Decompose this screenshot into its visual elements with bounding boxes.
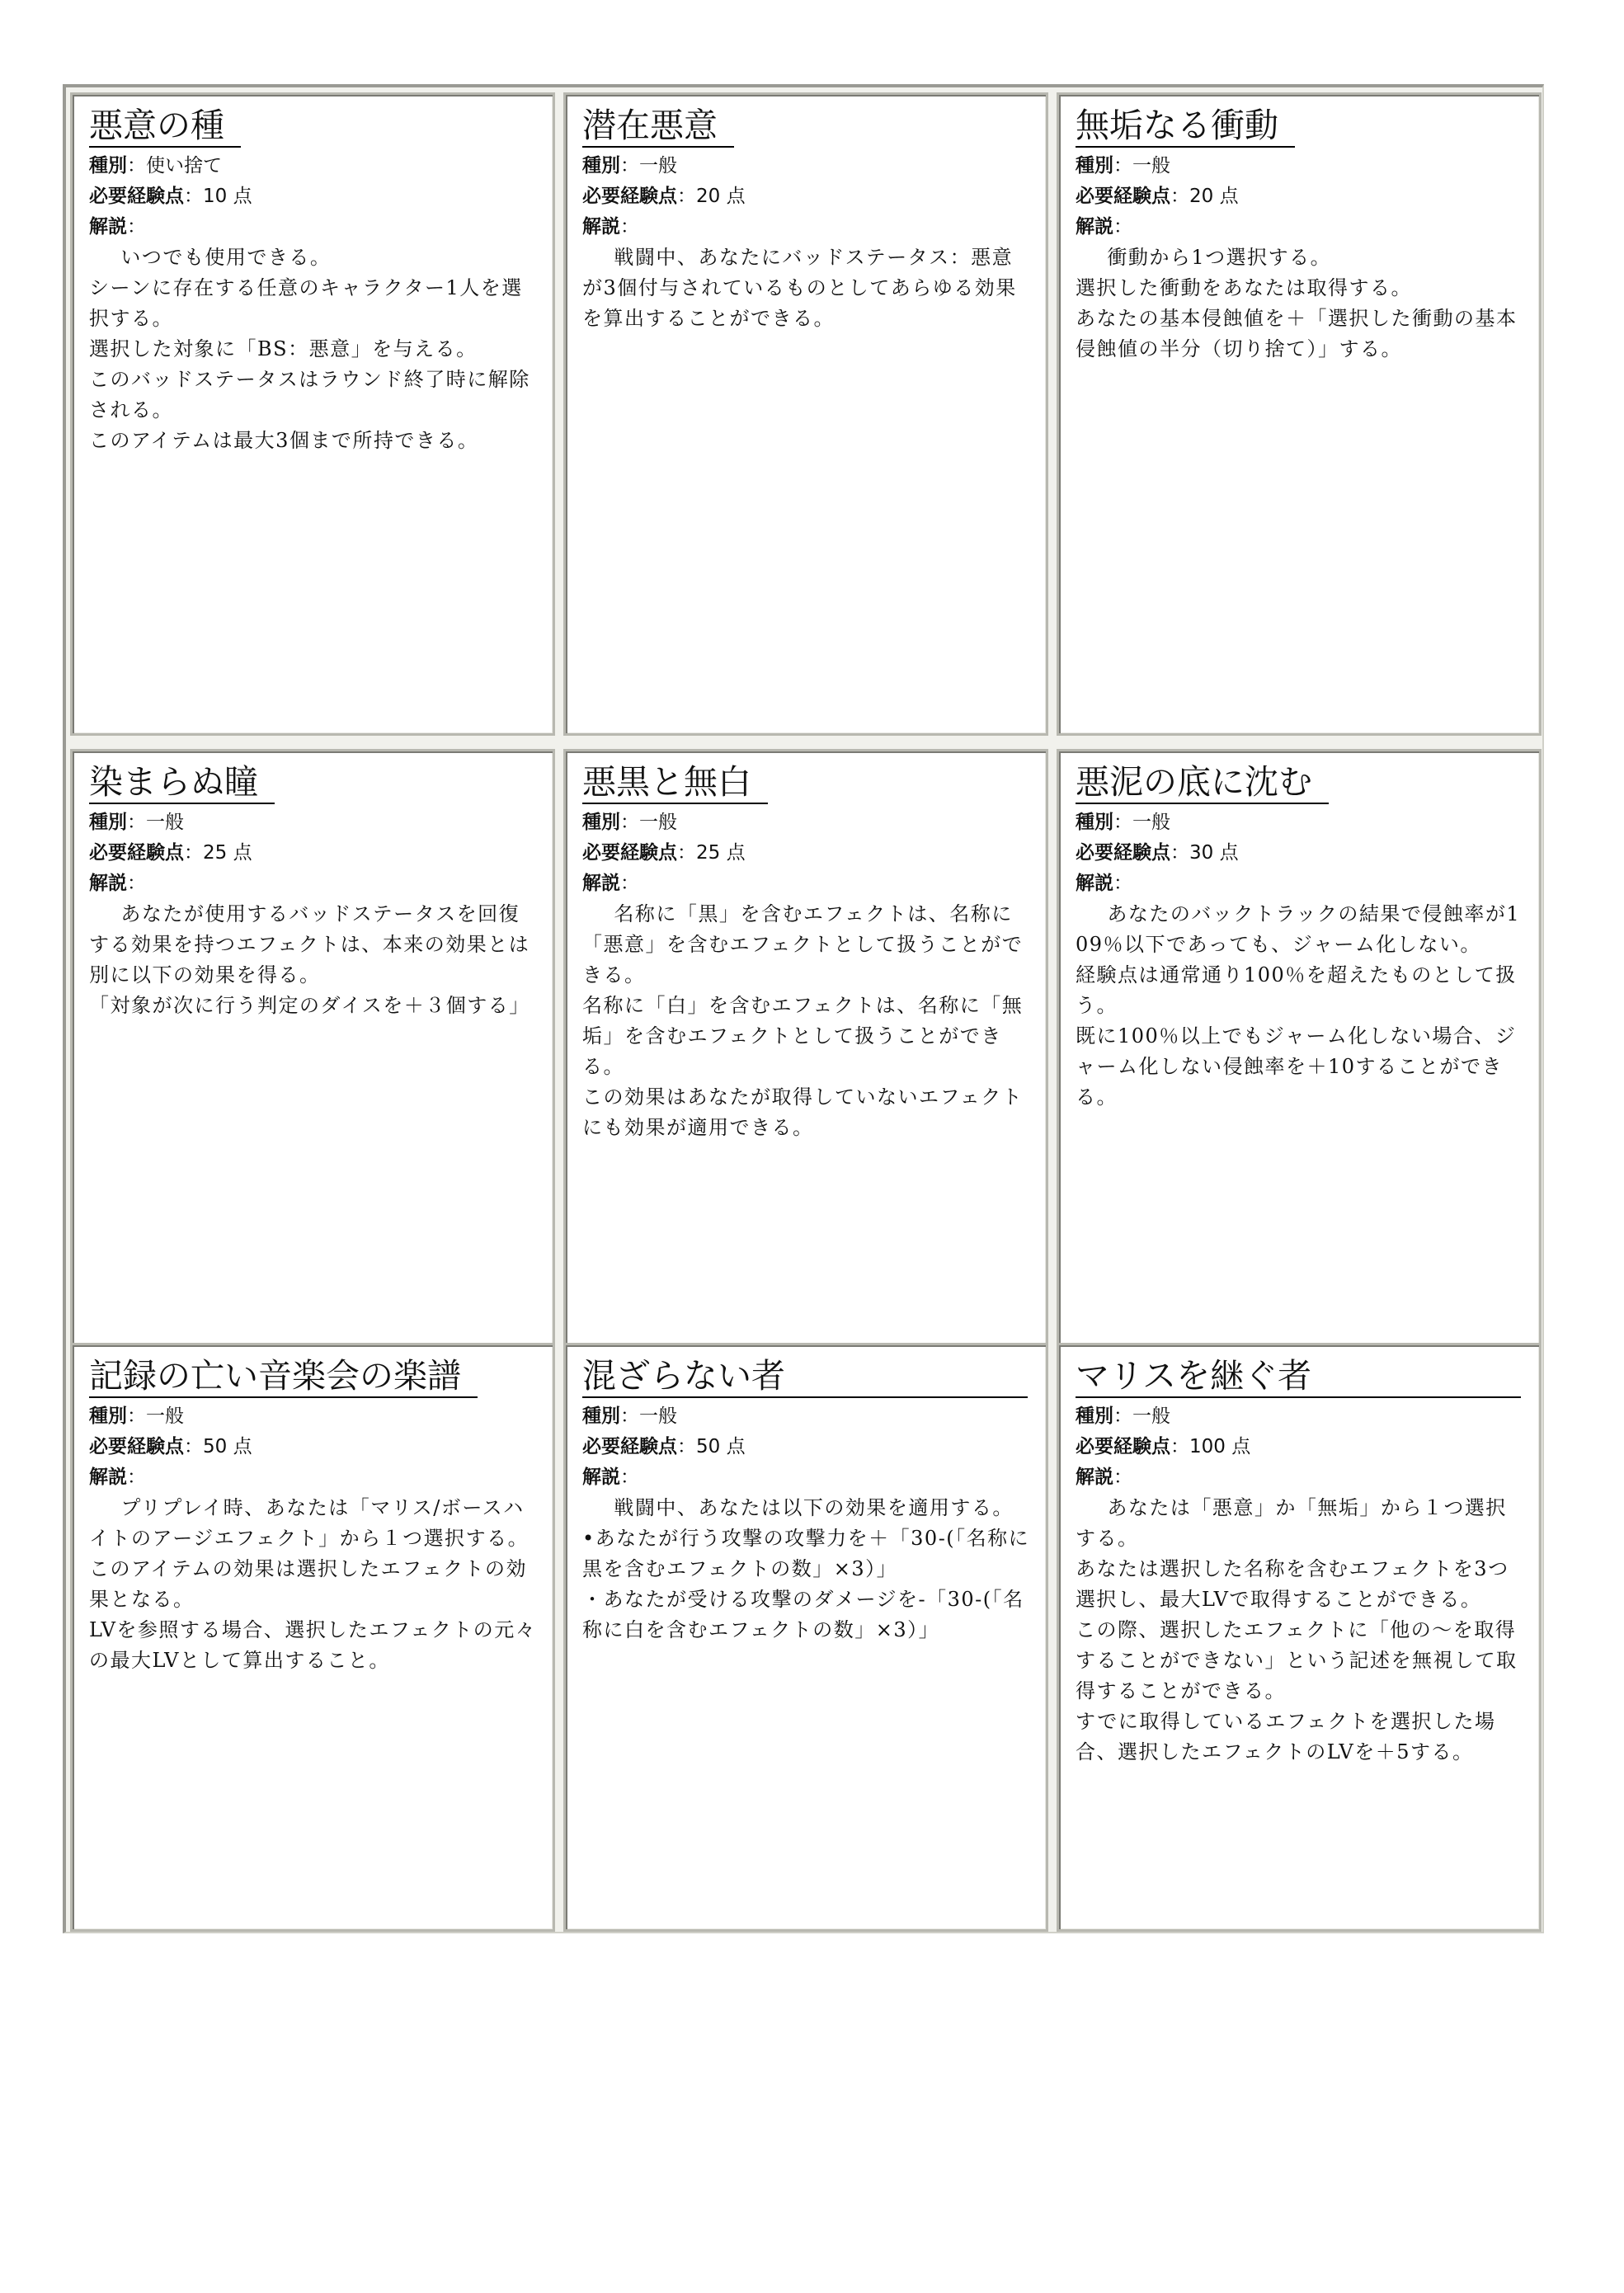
item-desc-label: 解説：: [89, 873, 146, 894]
item-title: マリスを継ぐ者: [1076, 1355, 1521, 1398]
item-desc-label: 解説：: [582, 216, 639, 238]
item-title: 悪黒と無白: [582, 761, 768, 804]
desc-line: LVを参照する場合、選択したエフェクトの元々の最大LVとして算出すること。: [89, 1618, 537, 1672]
desc-line: 戦闘中、あなたは以下の効果を適用する。: [614, 1496, 1014, 1519]
item-description: [89, 1493, 539, 1676]
item-xp: 必要経験点：100 点: [1076, 1436, 1251, 1457]
item-xp: 必要経験点：20 点: [582, 186, 746, 207]
desc-line: この際、選択したエフェクトに「他の～を取得することができない」という記述を無視して取得することができる。: [1076, 1618, 1518, 1702]
item-type: 種別：使い捨て: [89, 155, 222, 177]
desc-line: シーンに存在する任意のキャラクター1人を選択する。: [89, 276, 523, 330]
desc-line: 選択した対象に「BS：悪意」を与える。: [89, 337, 478, 360]
item-card: [563, 1343, 1048, 1932]
item-card: [1057, 749, 1542, 1392]
desc-line: このアイテムは最大3個まで所持できる。: [89, 429, 479, 452]
item-xp: 必要経験点：10 点: [89, 186, 252, 207]
desc-line: あなたは「悪意」か「無垢」から１つ選択する。: [1076, 1496, 1507, 1550]
item-description: [582, 1493, 1033, 1646]
item-type: 種別：一般: [1076, 1405, 1170, 1427]
desc-line: 名称に「黒」を含むエフェクトは、名称に「悪意」を含むエフェクトとして扱うことができる。: [582, 902, 1024, 986]
item-type: 種別：一般: [1076, 812, 1170, 833]
item-xp: 必要経験点：25 点: [89, 842, 252, 864]
item-card: [563, 92, 1048, 736]
item-card: [563, 749, 1048, 1392]
desc-line: このアイテムの効果は選択したエフェクトの効果となる。: [89, 1557, 527, 1611]
desc-line: この効果はあなたが取得していないエフェクトにも効果が適用できる。: [582, 1085, 1024, 1139]
item-description: [1076, 899, 1526, 1113]
item-title: 悪泥の底に沈む: [1076, 761, 1329, 804]
item-type: 種別：一般: [89, 812, 184, 833]
item-card: [70, 749, 555, 1392]
item-title: 悪意の種: [89, 105, 241, 148]
item-xp: 必要経験点：50 点: [582, 1436, 746, 1457]
item-type: 種別：一般: [1076, 155, 1170, 177]
item-description: [582, 899, 1033, 1143]
item-xp: 必要経験点：50 点: [89, 1436, 252, 1457]
item-description: [89, 899, 539, 1021]
desc-line: すでに取得しているエフェクトを選択した場合、選択したエフェクトのLVを＋5する。: [1076, 1710, 1496, 1763]
desc-line: このバッドステータスはラウンド終了時に解除される。: [89, 368, 530, 421]
desc-line: プリプレイ時、あなたは「マリス/ボースハイトのアージエフェクト」から１つ選択する。: [89, 1496, 530, 1550]
item-xp: 必要経験点：30 点: [1076, 842, 1239, 864]
desc-line: いつでも使用できる。: [120, 246, 332, 269]
desc-line: 戦闘中、あなたにバッドステータス：悪意が3個付与されているものとしてあらゆる効果を算出することができる。: [582, 246, 1017, 330]
item-card: [1057, 92, 1542, 736]
item-desc-label: 解説：: [1076, 1467, 1132, 1488]
item-title: 染まらぬ瞳: [89, 761, 275, 804]
item-type: 種別：一般: [89, 1405, 184, 1427]
item-xp: 必要経験点：25 点: [582, 842, 746, 864]
desc-line: 経験点は通常通り100％を超えたものとして扱う。: [1076, 963, 1517, 1017]
item-type: 種別：一般: [582, 812, 677, 833]
desc-line: あなたが使用するバッドステータスを回復する効果を持つエフェクトは、本来の効果とは別に以下の効果を得る。: [89, 902, 530, 986]
item-description: [1076, 242, 1526, 365]
desc-line: あなたの基本侵蝕値を＋「選択した衝動の基本侵蝕値の半分（切り捨て）」する。: [1076, 307, 1518, 360]
item-desc-label: 解説：: [582, 873, 639, 894]
item-description: [582, 242, 1033, 334]
item-card: [70, 92, 555, 736]
item-title: 潜在悪意: [582, 105, 734, 148]
desc-line: 選択した衝動をあなたは取得する。: [1076, 276, 1412, 299]
item-description: [89, 242, 539, 456]
desc-line: 既に100％以上でもジャーム化しない場合、ジャーム化しない侵蝕率を＋10することができる。: [1076, 1024, 1517, 1109]
item-card: [70, 1343, 555, 1932]
item-title: 記録の亡い音楽会の楽譜: [89, 1355, 478, 1398]
item-sheet: [63, 84, 1544, 1933]
item-desc-label: 解説：: [89, 1467, 146, 1488]
item-type: 種別：一般: [582, 155, 677, 177]
desc-line: あなたのバックトラックの結果で侵蝕率が109％以下であっても、ジャーム化しない。: [1076, 902, 1521, 956]
desc-line: あなたは選択した名称を含むエフェクトを3つ選択し、最大LVで取得することができる。: [1076, 1557, 1509, 1611]
item-title: 無垢なる衝動: [1076, 105, 1295, 148]
desc-line: 衝動から1つ選択する。: [1107, 246, 1332, 269]
item-desc-label: 解説：: [1076, 873, 1132, 894]
item-type: 種別：一般: [582, 1405, 677, 1427]
item-xp: 必要経験点：20 点: [1076, 186, 1239, 207]
item-desc-label: 解説：: [582, 1467, 639, 1488]
desc-line: 名称に「白」を含むエフェクトは、名称に「無垢」を含むエフェクトとして扱うことができる。: [582, 994, 1024, 1078]
item-title: 混ざらない者: [582, 1355, 1028, 1398]
item-desc-label: 解説：: [1076, 216, 1132, 238]
desc-line: •あなたが行う攻撃の攻撃力を＋「30-(「名称に黒を含むエフェクトの数」×3）」: [582, 1527, 1030, 1580]
item-card: [1057, 1343, 1542, 1932]
item-description: [1076, 1493, 1526, 1768]
item-desc-label: 解説：: [89, 216, 146, 238]
desc-line: ・あなたが受ける攻撃のダメージを-「30-(「名称に白を含むエフェクトの数」×3）」: [582, 1588, 1024, 1641]
desc-line: 「対象が次に行う判定のダイスを＋３個する」: [89, 994, 530, 1017]
